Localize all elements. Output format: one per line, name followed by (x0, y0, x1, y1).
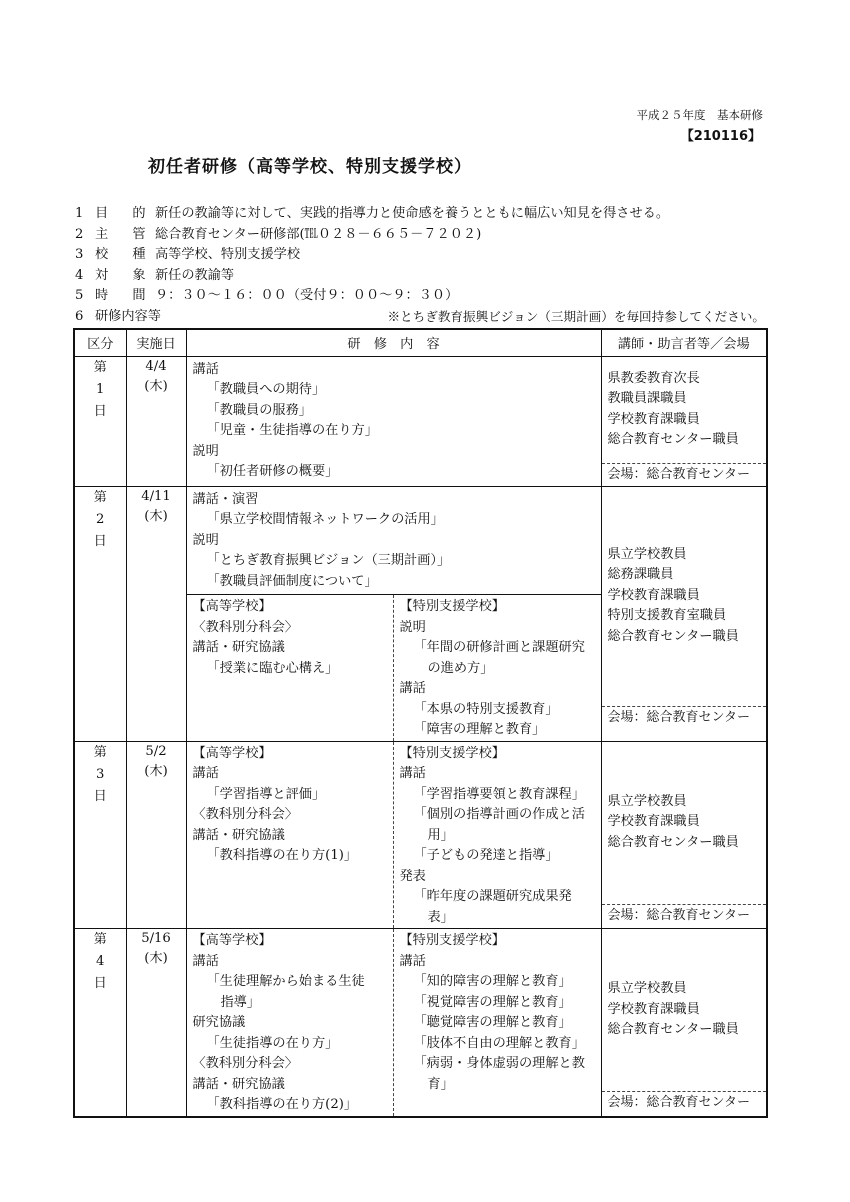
content-line: 「授業に臨む心構え」 (206, 660, 339, 676)
date-cell (126, 929, 186, 1117)
division-char: 第 (93, 359, 107, 375)
content-line: 講話・研究協議 (192, 827, 285, 843)
speaker: 学校教育課職員 (607, 411, 700, 427)
content-line: 【高等学校】 (192, 599, 272, 614)
content-line: 講話 (192, 766, 219, 781)
division-cell (74, 486, 126, 741)
venue: 会場：総合教育センター (602, 904, 767, 926)
course-code: 【210116】 (680, 129, 761, 144)
content-line: 「視覚障害の理解と教育」 (413, 994, 572, 1010)
info-label: 対 象 (95, 267, 156, 283)
info-value: ９：３０～１６：００（受付９：００～９：３０） (155, 288, 459, 303)
content-line: 【特別支援学校】 (399, 599, 505, 614)
bring-vision-note: ※とちぎ教育振興ビジョン（三期計画）を毎回持参してください。 (387, 308, 765, 324)
info-label: 目 的 (95, 206, 156, 221)
content-line: 説明 (399, 619, 426, 635)
content-line: 〈教科別分科会〉 (192, 1056, 298, 1071)
content-line: 「教科指導の在り方(1)」 (206, 848, 358, 863)
info-value: 総合教育センター研修部(℡０２８－６６５－７２０２) (155, 226, 482, 242)
content-cell (186, 741, 601, 929)
content-line: 用」 (427, 827, 454, 843)
content-line: 〈教科別分科会〉 (192, 807, 298, 822)
division-cell (74, 741, 126, 929)
date: 4/11 (141, 488, 171, 504)
info-section (75, 204, 765, 327)
division-char: 4 (96, 954, 105, 969)
speaker: 学校教育課職員 (607, 814, 700, 830)
division-char: 日 (93, 533, 107, 549)
venue: 会場：総合教育センター (602, 463, 767, 485)
division-char: 3 (96, 766, 105, 782)
division-cell (74, 356, 126, 486)
high-school-column (187, 595, 394, 741)
header-content: 研 修 内 容 (186, 329, 601, 356)
info-label: 校 種 (95, 247, 156, 262)
info-num: 4 (75, 267, 84, 283)
info-num: 6 (75, 308, 84, 324)
info-num: 1 (75, 206, 84, 221)
content-line: 「児童・生徒指導の在り方」 (206, 423, 378, 438)
division-char: 2 (96, 511, 105, 527)
content-line: 講話 (399, 681, 426, 696)
content-cell (186, 486, 601, 741)
header-speakers: 講師・助言者等／会場 (601, 329, 767, 356)
high-school-column (187, 742, 394, 929)
weekday: (木) (144, 951, 168, 966)
info-num: 3 (75, 247, 84, 262)
speaker: 総合教育センター職員 (607, 834, 739, 850)
content-line: 【特別支援学校】 (399, 933, 505, 948)
special-support-column (394, 929, 601, 1116)
table-header-row (74, 329, 767, 356)
info-label: 研修内容等 (95, 308, 161, 324)
division-char: 第 (93, 744, 107, 760)
speaker: 県立学校教員 (607, 546, 687, 562)
special-support-column (394, 595, 601, 741)
table-row (74, 929, 767, 1117)
header-division: 区分 (74, 329, 126, 356)
speakers-cell (601, 356, 767, 486)
speakers-cell (601, 486, 767, 741)
content-line: 表」 (427, 909, 454, 925)
content-line: 「学習指導要領と教育課程」 (413, 786, 585, 802)
content-line: 「教職員評価制度について」 (206, 573, 378, 589)
content-line: 「障害の理解と教育」 (413, 722, 546, 737)
date: 5/2 (145, 743, 167, 759)
special-support-column (394, 742, 601, 929)
venue: 会場：総合教育センター (602, 706, 767, 728)
speaker: 学校教育課職員 (607, 1001, 700, 1017)
speaker: 特別支援教育室職員 (607, 608, 727, 624)
division-char: 日 (93, 403, 107, 419)
info-row-purpose (75, 204, 765, 225)
content-cell (186, 356, 601, 486)
speaker: 学校教育課職員 (607, 587, 700, 603)
date-cell (126, 486, 186, 741)
date: 5/16 (141, 931, 171, 946)
speaker: 県立学校教員 (607, 981, 687, 997)
content-line: 「肢体不自由の理解と教育」 (413, 1035, 585, 1051)
division-char: 日 (93, 976, 107, 991)
content-line: 講話 (399, 766, 426, 781)
schedule-table (73, 328, 768, 1118)
info-value: 新任の教諭等 (155, 267, 235, 283)
weekday: (木) (144, 378, 168, 394)
info-row-time (75, 286, 765, 307)
content-line: 「教職員の服務」 (206, 402, 312, 418)
content-line: 「とちぎ教育振興ビジョン（三期計画）」 (206, 553, 451, 568)
content-line: 育」 (427, 1076, 454, 1092)
weekday: (木) (144, 763, 168, 779)
speaker: 総合教育センター職員 (607, 432, 739, 447)
date-cell (126, 356, 186, 486)
content-line: 「本県の特別支援教育」 (413, 701, 559, 717)
content-line: 説明 (192, 443, 219, 459)
content-line: 【高等学校】 (192, 745, 272, 761)
info-row-contents (75, 307, 765, 328)
content-line: 「子どもの発達と指導」 (413, 848, 559, 863)
content-line: 講話・研究協議 (192, 1076, 285, 1092)
high-school-column (187, 929, 394, 1116)
content-line: 「個別の指導計画の作成と活 (413, 807, 585, 822)
table-row (74, 486, 767, 741)
content-line: 講話 (192, 953, 219, 969)
date-cell (126, 741, 186, 929)
content-line: 指導」 (220, 994, 261, 1010)
content-line: 【特別支援学校】 (399, 745, 505, 761)
content-line: 【高等学校】 (192, 933, 272, 948)
table-row (74, 741, 767, 929)
info-row-school-type (75, 245, 765, 266)
speaker: 県教委教育次長 (607, 370, 700, 386)
info-value: 高等学校、特別支援学校 (155, 247, 301, 262)
division-cell (74, 929, 126, 1117)
speaker: 教職員課職員 (607, 391, 687, 406)
content-line: 「病弱・身体虚弱の理解と教 (413, 1056, 585, 1071)
division-char: 日 (93, 788, 107, 804)
content-line: 講話 (399, 953, 426, 969)
page-title: 初任者研修（高等学校、特別支援学校） (148, 157, 472, 177)
table-row (74, 356, 767, 486)
content-line: 「聴覚障害の理解と教育」 (413, 1015, 572, 1030)
content-line: 講話・研究協議 (192, 640, 285, 655)
info-num: 2 (75, 226, 84, 242)
content-line: 講話・演習 (192, 491, 259, 507)
content-line: 「知的障害の理解と教育」 (413, 974, 572, 989)
info-num: 5 (75, 288, 84, 303)
content-line: 説明 (192, 532, 219, 548)
header-date: 実施日 (126, 329, 186, 356)
content-line: 講話 (192, 361, 219, 377)
info-label: 主 管 (95, 226, 156, 242)
info-value: 新任の教諭等に対して、実践的指導力と使命感を養うとともに幅広い知見を得させる。 (155, 206, 670, 221)
speaker: 総合教育センター職員 (607, 628, 739, 644)
content-line: 「初任者研修の概要」 (206, 464, 339, 479)
content-line: 「県立学校間情報ネットワークの活用」 (206, 512, 444, 527)
content-line: 「生徒理解から始まる生徒 (206, 974, 365, 989)
info-row-target (75, 266, 765, 287)
venue: 会場：総合教育センター (602, 1091, 767, 1113)
content-line: 「昨年度の課題研究成果発 (413, 889, 572, 904)
content-line: 「年間の研修計画と課題研究 (413, 640, 585, 655)
info-row-organizer (75, 225, 765, 246)
speakers-cell (601, 741, 767, 929)
speaker: 総務課職員 (607, 567, 674, 583)
content-line: 〈教科別分科会〉 (192, 619, 298, 635)
content-line: 「教科指導の在り方(2)」 (206, 1097, 358, 1112)
content-line: 「生徒指導の在り方」 (206, 1035, 339, 1051)
date: 4/4 (145, 358, 167, 374)
content-line: 発表 (399, 868, 426, 884)
weekday: (木) (144, 508, 168, 524)
speaker: 県立学校教員 (607, 793, 687, 809)
speakers-cell (601, 929, 767, 1117)
speaker: 総合教育センター職員 (607, 1022, 739, 1038)
division-char: 第 (93, 489, 107, 505)
content-line: 研究協議 (192, 1015, 246, 1030)
content-line: 「学習指導と評価」 (206, 786, 326, 802)
division-char: 第 (93, 932, 107, 947)
content-line: 「教職員への期待」 (206, 382, 326, 397)
content-line: の進め方」 (427, 660, 494, 676)
info-label: 時 間 (95, 288, 156, 303)
content-cell (186, 929, 601, 1117)
division-char: 1 (96, 381, 105, 397)
fiscal-year-label: 平成２５年度 基本研修 (636, 108, 763, 122)
